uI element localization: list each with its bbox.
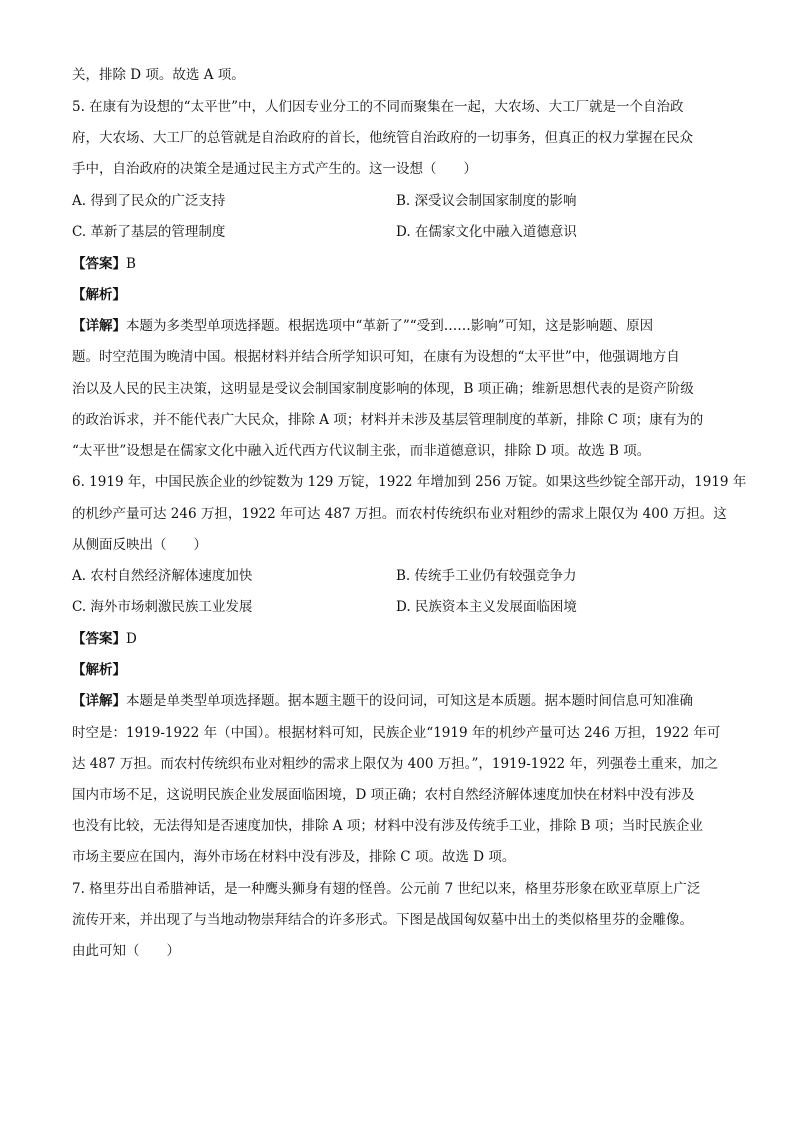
analysis-tag: 【解析】 bbox=[72, 662, 126, 678]
q6-stem-line-3: 从侧面反映出（ ） bbox=[72, 537, 207, 553]
answer-value: B bbox=[126, 256, 136, 272]
detail-text: 本题是单类型单项选择题。据本题主题干的设问词，可知这是本质题。据本题时间信息可知准确 bbox=[126, 693, 693, 709]
q5-detail-line-1 bbox=[72, 317, 653, 335]
q5-option-a: A. 得到了民众的广泛支持 bbox=[72, 193, 226, 209]
q5-answer bbox=[72, 255, 136, 273]
q5-option-b: B. 深受议会制国家制度的影响 bbox=[396, 193, 577, 209]
detail-tag: 【详解】 bbox=[72, 693, 126, 709]
q5-stem-line-3: 手中，自治政府的决策全是通过民主方式产生的。这一设想（ ） bbox=[72, 161, 477, 177]
q7-stem-line-2: 流传开来，并出现了与当地动物崇拜结合的许多形式。下图是战国匈奴墓中出土的类似格里芬的金雕像。 bbox=[72, 912, 693, 928]
q5-analysis-tag bbox=[72, 286, 126, 304]
q5-option-c: C. 革新了基层的管理制度 bbox=[72, 224, 226, 240]
q5-detail-line-4: 的政治诉求，并不能代表广大民众，排除 A 项；材料并未涉及基层管理制度的革新，排除 C 项；康有为的 bbox=[72, 412, 704, 428]
q6-detail-line-2: 时空是：1919-1922 年（中国）。根据材料可知，民族企业“1919 年的机纱产量可达 246 万担，1922 年可 bbox=[72, 725, 721, 741]
detail-tag: 【详解】 bbox=[72, 318, 126, 334]
q5-stem-line-2: 府，大农场、大工厂的总管就是自治政府的首长，他统管自治政府的一切事务，但真正的权力掌握在民众 bbox=[72, 130, 693, 146]
q5-detail-line-5: “太平世”设想是在儒家文化中融入近代西方代议制主张，而非道德意识，排除 D 项。故选 B 项。 bbox=[72, 443, 651, 459]
q6-detail-line-1 bbox=[72, 692, 693, 710]
q6-stem-line-2: 的机纱产量可达 246 万担，1922 年可达 487 万担。而农村传统织布业对粗纱的需求上限仅为 400 万担。这 bbox=[72, 506, 727, 522]
answer-tag: 【答案】 bbox=[72, 631, 126, 647]
q6-detail-line-6: 市场主要应在国内，海外市场在材料中没有涉及，排除 C 项。故选 D 项。 bbox=[72, 849, 516, 865]
q5-detail-line-3: 治以及人民的民主决策，这明显是受议会制国家制度影响的体现，B 项正确；维新思想代表的是资产阶级 bbox=[72, 381, 694, 397]
q6-analysis-tag bbox=[72, 661, 126, 679]
q6-option-c: C. 海外市场刺激民族工业发展 bbox=[72, 599, 253, 615]
answer-tag: 【答案】 bbox=[72, 256, 126, 272]
q5-option-d: D. 在儒家文化中融入道德意识 bbox=[396, 224, 577, 240]
q6-option-b: B. 传统手工业仍有较强竞争力 bbox=[396, 568, 577, 584]
q7-stem-line-1: 7. 格里芬出自希腊神话，是一种鹰头狮身有翅的怪兽。公元前 7 世纪以来，格里芬形象在欧亚草原上广泛 bbox=[72, 881, 701, 897]
q5-detail-line-2: 题。时空范围为晚清中国。根据材料并结合所学知识可知，在康有为设想的“太平世”中，他强调地方自 bbox=[72, 349, 680, 365]
detail-text: 本题为多类型单项选择题。根据选项中“革新了”“受到……影响”可知，这是影响题、原因 bbox=[126, 318, 654, 334]
q6-detail-line-3: 达 487 万担。而农村传统织布业对粗纱的需求上限仅为 400 万担。”，1919-1922 年，列强卷土重来，加之 bbox=[72, 756, 718, 772]
q6-answer bbox=[72, 630, 137, 648]
q6-stem-line-1: 6. 1919 年，中国民族企业的纱锭数为 129 万锭，1922 年增加到 256 万锭。如果这些纱锭全部开动，1919 年 bbox=[72, 474, 747, 490]
q6-detail-line-4: 国内市场不足，这说明民族企业发展面临困境，D 项正确；农村自然经济解体速度加快在材料中没有涉及 bbox=[72, 787, 695, 803]
q6-detail-line-5: 也没有比较，无法得知是否速度加快，排除 A 项；材料中没有涉及传统手工业，排除 B 项；当时民族企业 bbox=[72, 818, 703, 834]
analysis-tag: 【解析】 bbox=[72, 287, 126, 303]
q4-tail-line: 关，排除 D 项。故选 A 项。 bbox=[72, 67, 245, 83]
answer-value: D bbox=[126, 631, 137, 647]
q5-stem-line-1: 5. 在康有为设想的“太平世”中，人们因专业分工的不同而聚集在一起，大农场、大工厂就是一个自治政 bbox=[72, 99, 684, 115]
q6-option-a: A. 农村自然经济解体速度加快 bbox=[72, 568, 253, 584]
q7-stem-line-3: 由此可知（ ） bbox=[72, 943, 180, 959]
q6-option-d: D. 民族资本主义发展面临困境 bbox=[396, 599, 577, 615]
